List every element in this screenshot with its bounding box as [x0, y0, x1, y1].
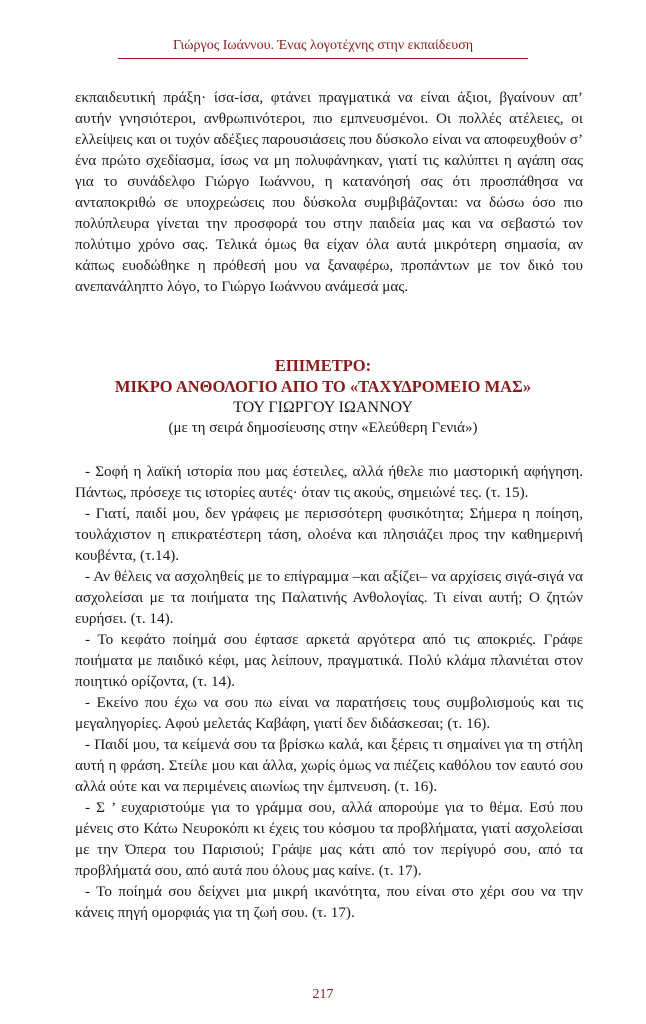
section-heading: [60, 355, 586, 439]
intro-paragraph: εκπαιδευτική πράξη· ίσα-ίσα, φτάνει πραγματικά να είναι άξιοι, βγαίνουν απ’ αυτήν γνησιότεροι, ανθρωπινότεροι, πιο εμπνευσμένοι. Οι πολλές ατέλειες, οι ελλείψεις και οι τυχόν αδέξιες παρουσιάσεις που δύσκολο είναι να αποφευχθούν σ’ ένα πρώτο σχεδίασμα, ίσως να μη πολυφάνηκαν, γιατί τις καλύπτει η αγάπη σας για το συνάδελφο Γιώργο Ιωάννου, η κατανόησή σας ότι προσπάθησα να ανταποκριθώ σε υποχρεώσεις που δύσκολα συμβιβάζονται: να δώσω όσο πιο πολύπλευρα γίνεται την προσφορά του στην παιδεία μας και να σεβαστώ τον πολύτιμο χρόνο σας. Τελικά όμως θα είχαν όλα αυτά μικρότερη σημασία, αν κάπως ευοδώθηκε η πρόθεσή μου να ξαναφέρω, προπάντων με τον δικό του ανεπανάληπτο λόγο, το Γιώργο Ιωάννου ανάμεσά μας.: [75, 89, 583, 295]
section-title-line2: ΜΙΚΡΟ ΑΝΘΟΛΟΓΙΟ ΑΠΟ ΤΟ «ΤΑΧΥΔΡΟΜΕΙΟ ΜΑΣ»: [114, 377, 532, 396]
list-item: - Παιδί μου, τα κείμενά σου τα βρίσκω καλά, και ξέρεις τι σημαίνει για τη στήλη αυτή η φράση. Στείλε μου και άλλα, χωρίς όμως να πιέζεις καθόλου τον εαυτό σου αλλά ούτε και να περιμένεις αιωνίως την έμπνευση. (τ. 16).: [75, 736, 583, 795]
list-item: - Εκείνο που έχω να σου πω είναι να παρατήσεις τους συμβολισμούς και τις μεγαληγορίες. Αφού μελετάς Καβάφη, γιατί δεν διδάσκεσαι; (τ. 16).: [75, 694, 583, 732]
entries-list: [75, 461, 583, 923]
page-number: 217: [312, 987, 334, 1002]
list-item: - Το ποίημά σου δείχνει μια μικρή ικανότητα, που είναι στο χέρι σου να την κάνεις πηγή ομορφιάς για τη ζωή σου. (τ. 17).: [75, 883, 583, 921]
list-item: - Αν θέλεις να ασχοληθείς με το επίγραμμα –και αξίζει– να αρχίσεις σιγά-σιγά να ασχολείσαι με τα ποιήματα της Παλατινής Ανθολογίας. Τι είναι αυτή; Ο ζητών ευρήσει. (τ. 14).: [75, 568, 583, 627]
list-item: - Σ ’ ευχαριστούμε για το γράμμα σου, αλλά απορούμε για το θέμα. Εσύ που μένεις στο Κάτω Νευροκόπι κι έχεις του κόσμου τα προβλήματα, γιατί ασχολείσαι με την Όπερα του Παρισιού; Γράψε μας κάτι από τον περίγυρό σου, από τα προβλήματά σου, από αυτά που όλους μας καίνε. (τ. 17).: [75, 799, 583, 879]
running-head: Γιώργος Ιωάννου. Ένας λογοτέχνης στην εκπαίδευση: [172, 38, 474, 53]
list-item: - Το κεφάτο ποίημά σου έφτασε αρκετά αργότερα από τις αποκριές. Γράφε ποιήματα με παιδικό κέφι, μας λείπουν, πραγματικά. Πολύ κλάμα πλανιέται στον ποιητικό ορίζοντα, (τ. 14).: [75, 631, 583, 690]
list-item: - Σοφή η λαϊκή ιστορία που μας έστειλες, αλλά ήθελε πιο μαστορική αφήγηση. Πάντως, πρόσεχε τις ιστορίες αυτές· όταν τις ακούς, σημειώνέ τες. (τ. 15).: [75, 463, 583, 501]
intro-text: [75, 87, 583, 297]
section-title-line3: ΤΟΥ ΓΙΩΡΓΟΥ ΙΩΑΝΝΟΥ: [233, 399, 413, 416]
section-title-line1: ΕΠΙΜΕΤΡΟ:: [274, 356, 372, 375]
section-subtitle: (με τη σειρά δημοσίευσης στην «Ελεύθερη Γενιά»): [168, 420, 478, 436]
list-item: - Γιατί, παιδί μου, δεν γράφεις με περισσότερη φυσικότητα; Σήμερα η ποίηση, τουλάχιστον η επικρατέστερη τάση, ολοένα και πλησιάζει προς την καθημερινή κουβέντα, (τ.14).: [75, 505, 583, 564]
header-rule: [118, 58, 528, 59]
